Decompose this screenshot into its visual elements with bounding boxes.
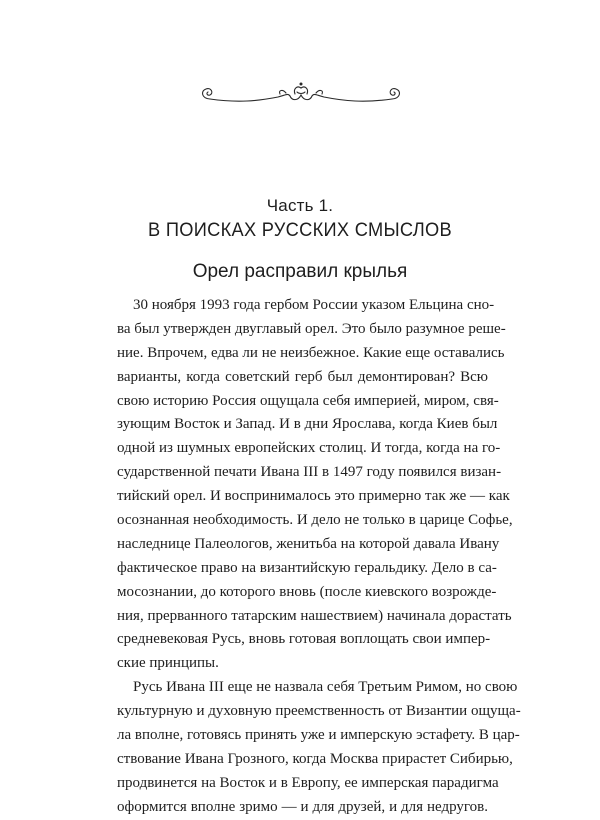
text-line: ла вполне, готовясь принять уже и имперскую эстафету. В цар-	[117, 727, 520, 744]
text-line: 30 ноября 1993 года гербом России указом Ельцина сно-	[133, 297, 495, 313]
text-line: наследнице Палеологов, женитьба на которой давала Ивану	[117, 535, 500, 552]
text-line: сударственной печати Ивана III в 1497 году появился визан-	[117, 464, 502, 481]
text-line: ния, прерванного татарским нашествием) начинала дорастать	[117, 607, 512, 624]
body-text	[117, 294, 521, 820]
text-line: ские принципы.	[117, 655, 219, 672]
text-line: мосознании, до которого вновь (после киевского возрожде-	[117, 583, 497, 600]
text-line: Русь Ивана III еще не назвала себя Третьим Римом, но свою	[133, 679, 518, 696]
text-line: варианты, когда советский герб был демонтирован? Всю	[117, 368, 488, 385]
text-line: зующим Восток и Запад. И в дни Ярослава, когда Киев был	[117, 416, 498, 433]
text-line: свою историю Россия ощущала себя империей, миром, свя-	[117, 392, 499, 409]
part-label: Часть 1.	[266, 196, 334, 215]
decorative-flourish-ornament	[198, 79, 404, 113]
paragraph	[117, 294, 513, 676]
paragraph	[117, 676, 521, 819]
text-line: культурную и духовную преемственность от Византии ощуща-	[117, 703, 521, 720]
text-line: продвинется на Восток и в Европу, ее имперская парадигма	[117, 774, 499, 791]
part-title: В ПОИСКАХ РУССКИХ СМЫСЛОВ	[148, 220, 452, 241]
text-line: оформится вполне зримо — и для друзей, и для недругов.	[117, 798, 488, 815]
text-line: тийский орел. И воспринималось это примерно так же — как	[117, 488, 510, 505]
text-line: фактическое право на византийскую геральдику. Дело в са-	[117, 559, 497, 576]
text-line: одной из шумных европейских столиц. И тогда, когда на го-	[117, 440, 501, 457]
text-line: ние. Впрочем, едва ли не неизбежное. Какие еще оставались	[117, 344, 505, 361]
text-line: ва был утвержден двуглавый орел. Это было разумное реше-	[117, 320, 506, 337]
text-line: ствование Ивана Грозного, когда Москва прирастет Сибирью,	[117, 750, 513, 767]
chapter-title: Орел расправил крылья	[192, 261, 408, 282]
text-line: средневековая Русь, вновь готовая воплощать свои импер-	[117, 631, 491, 648]
text-line: осознанная необходимость. И дело не только в царице Софье,	[117, 512, 513, 529]
